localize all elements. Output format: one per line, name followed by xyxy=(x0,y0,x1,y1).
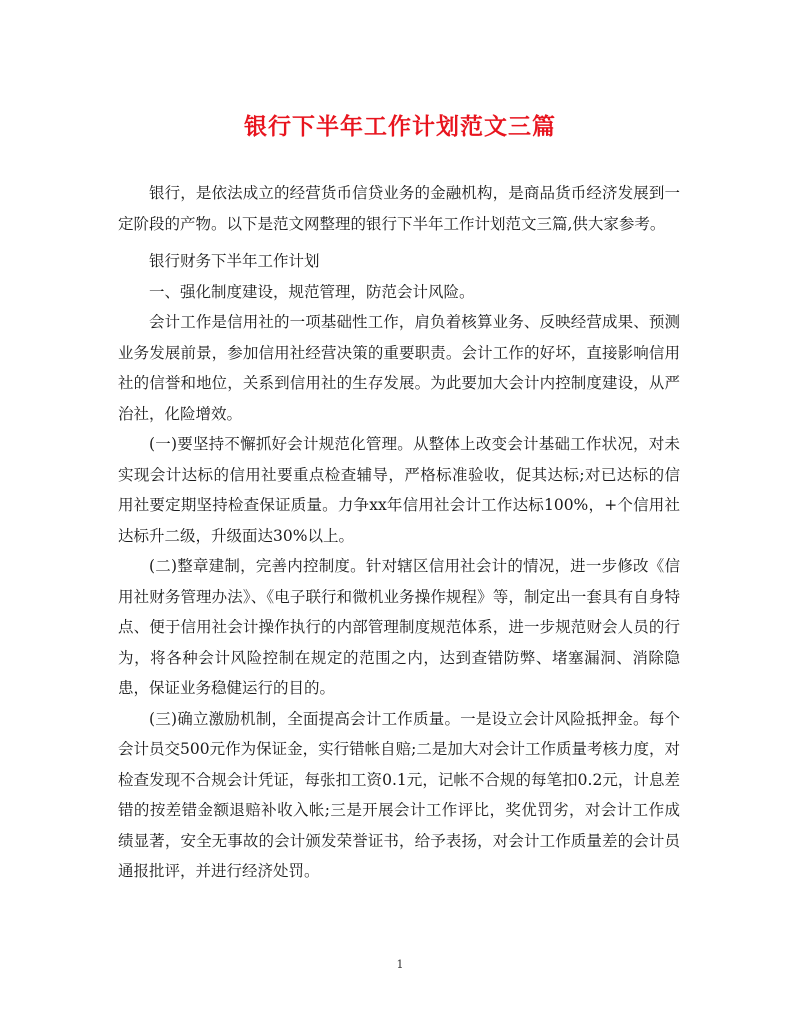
document-title: 银行下半年工作计划范文三篇 xyxy=(244,114,556,140)
body-paragraph: (一)要坚持不懈抓好会计规范化管理。从整体上改变会计基础工作状况，对未实现会计达标的信用社要重点检查辅导，严格标准验收，促其达标;对已达标的信用社要定期坚持检查保证质量。力争xx年信用社会计工作达标100%，+个信用社达标升二级，升级面达30%以上。 xyxy=(118,435,680,545)
body-paragraph: (三)确立激励机制，全面提高会计工作质量。一是设立会计风险抵押金。每个会计员交500元作为保证金，实行错帐自赔;二是加大对会计工作质量考核力度，对检查发现不合规会计凭证，每张扣工资0.1元，记帐不合规的每笔扣0.2元，计息差错的按差错金额退赔补收入帐;三是开展会计工作评比，奖优罚劣，对会计工作成绩显著，安全无事故的会计颁发荣誉证书，给予表扬，对会计工作质量差的会计员通报批评，并进行经济处罚。 xyxy=(118,709,680,880)
body-paragraph: 会计工作是信用社的一项基础性工作，肩负着核算业务、反映经营成果、预测业务发展前景，参加信用社经营决策的重要职责。会计工作的好坏，直接影响信用社的信誉和地位，关系到信用社的生存发展。为此要加大会计内控制度建设，从严治社，化险增效。 xyxy=(118,313,680,423)
subsection-heading: 一、强化制度建设，规范管理，防范会计风险。 xyxy=(149,282,475,301)
document-body xyxy=(118,178,680,887)
page-number: 1 xyxy=(396,958,404,971)
body-paragraph: (二)整章建制，完善内控制度。针对辖区信用社会计的情况，进一步修改《信用社财务管理办法》、《电子联行和微机业务操作规程》等，制定出一套具有自身特点、便于信用社会计操作执行的内部管理制度规范体系，进一步规范财会人员的行为，将各种会计风险控制在规定的范围之内，达到查错防弊、堵塞漏洞、消除隐患，保证业务稳健运行的目的。 xyxy=(118,557,680,697)
section-heading: 银行财务下半年工作计划 xyxy=(149,252,320,270)
intro-paragraph: 银行，是依法成立的经营货币信贷业务的金融机构，是商品货币经济发展到一定阶段的产物。以下是范文网整理的银行下半年工作计划范文三篇,供大家参考。 xyxy=(118,184,680,233)
